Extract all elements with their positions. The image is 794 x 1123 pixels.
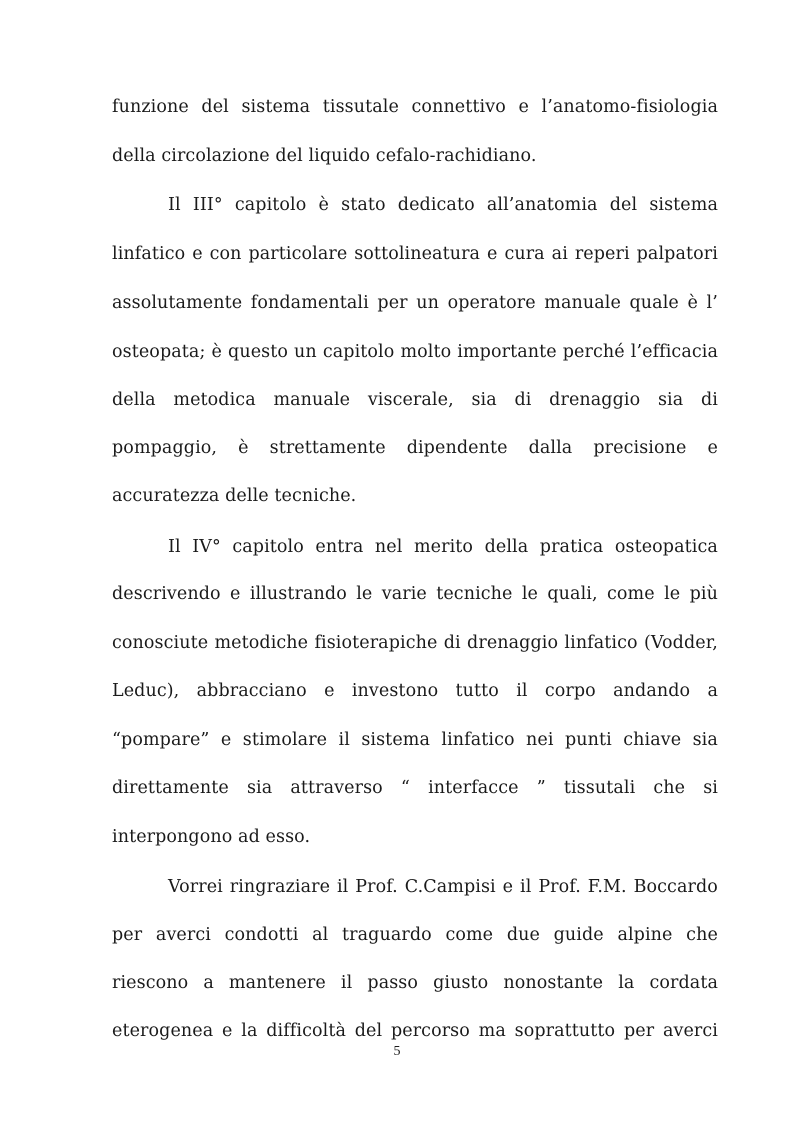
word: “ xyxy=(400,778,410,798)
text-line xyxy=(112,729,718,751)
word: reperi xyxy=(574,244,630,264)
word: traguardo xyxy=(342,925,432,945)
word: abbracciano xyxy=(196,681,307,701)
word: sia xyxy=(692,730,718,750)
word: perché xyxy=(562,342,625,362)
word: capitolo xyxy=(234,195,307,215)
word: operatore xyxy=(447,293,536,313)
word: varie xyxy=(381,584,427,604)
word: sia xyxy=(246,778,273,798)
word: averci xyxy=(155,925,211,945)
word: pompaggio, xyxy=(112,438,218,458)
text-line xyxy=(112,341,718,363)
word: capitolo xyxy=(232,537,304,557)
word: il xyxy=(336,877,349,897)
word: direttamente xyxy=(112,778,229,798)
word: cura xyxy=(504,244,545,264)
word: tutto xyxy=(455,681,499,701)
word: stato xyxy=(341,195,386,215)
word: questo xyxy=(228,342,288,362)
word: viscerale, xyxy=(367,390,454,410)
word: guide xyxy=(553,925,604,945)
word: quali, xyxy=(547,584,598,604)
word: e xyxy=(324,681,335,701)
word: l’anatomo-fisiologia xyxy=(541,97,718,117)
word: al xyxy=(312,925,329,945)
word: averci xyxy=(662,1021,718,1041)
word: del xyxy=(354,1021,383,1041)
word: sottolineatura xyxy=(354,244,481,264)
word: all’anatomia xyxy=(486,195,598,215)
text-line xyxy=(168,876,718,898)
word: cordata xyxy=(649,973,718,993)
word: conosciute xyxy=(112,633,209,653)
word: Prof. xyxy=(538,877,581,897)
word: entra xyxy=(315,537,364,557)
word: corpo xyxy=(544,681,596,701)
word: soprattutto xyxy=(514,1021,616,1041)
text-line xyxy=(112,389,718,411)
word: è xyxy=(211,342,222,362)
word: di xyxy=(443,633,461,653)
word: del xyxy=(201,97,229,117)
word: investono xyxy=(351,681,439,701)
word: il xyxy=(516,681,528,701)
word: di xyxy=(700,390,718,410)
text-line xyxy=(112,437,718,459)
word: il xyxy=(520,877,532,897)
word: e xyxy=(502,877,514,897)
word: precisione xyxy=(593,438,687,458)
word: a xyxy=(203,973,214,993)
word: ringraziare xyxy=(229,877,331,897)
word: difficoltà xyxy=(266,1021,346,1041)
word: fisioterapiche xyxy=(314,633,438,653)
word: funzione xyxy=(112,97,189,117)
word: è xyxy=(238,438,249,458)
word: con xyxy=(209,244,242,264)
word: come xyxy=(445,925,494,945)
text-line xyxy=(112,680,718,702)
word: molto xyxy=(400,342,452,362)
word: e xyxy=(487,244,498,264)
word: manuale xyxy=(273,390,351,410)
text-line xyxy=(112,924,718,946)
word: più xyxy=(689,584,718,604)
word: condotti xyxy=(224,925,299,945)
text-line: accuratezza delle tecniche. xyxy=(112,486,357,506)
word: è xyxy=(687,293,698,313)
word: dedicato xyxy=(397,195,475,215)
word: strettamente xyxy=(269,438,386,458)
word: giusto xyxy=(433,973,489,993)
word: nei xyxy=(526,730,554,750)
word: Leduc), xyxy=(112,681,180,701)
word: tissutali xyxy=(563,778,636,798)
text-line: interpongono ad esso. xyxy=(112,827,311,847)
word: per xyxy=(623,1021,655,1041)
word: linfatico xyxy=(441,730,515,750)
word: mantenere xyxy=(228,973,326,993)
word: dalla xyxy=(528,438,573,458)
word: fondamentali xyxy=(250,293,369,313)
word: il xyxy=(340,973,353,993)
word: un xyxy=(416,293,439,313)
word: C.Campisi xyxy=(404,877,496,897)
word: del xyxy=(609,195,638,215)
word: percorso xyxy=(390,1021,470,1041)
text-line xyxy=(112,1020,718,1042)
word: linfatico xyxy=(112,244,186,264)
word: un xyxy=(294,342,317,362)
word: l’efficacia xyxy=(630,342,718,362)
word: IV° xyxy=(192,537,221,557)
word: tissutale xyxy=(322,97,399,117)
text-line xyxy=(168,194,718,216)
word: alpine xyxy=(617,925,673,945)
word: connettivo xyxy=(411,97,506,117)
word: drenaggio xyxy=(467,633,559,653)
word: “pompare” xyxy=(112,730,210,750)
word: quale xyxy=(629,293,679,313)
text-line xyxy=(112,243,718,265)
word: le xyxy=(664,584,681,604)
word: della xyxy=(484,537,529,557)
word: nonostante xyxy=(503,973,604,993)
word: eterogenea xyxy=(112,1021,214,1041)
word: Il xyxy=(168,195,181,215)
word: Vorrei xyxy=(168,877,223,897)
word: dipendente xyxy=(406,438,508,458)
word: sia xyxy=(471,390,497,410)
word: per xyxy=(112,925,143,945)
word: manuale xyxy=(544,293,621,313)
word: sistema xyxy=(649,195,718,215)
word: che xyxy=(686,925,718,945)
word: merito xyxy=(413,537,474,557)
text-line xyxy=(112,972,718,994)
word: la xyxy=(241,1021,258,1041)
word: sistema xyxy=(361,730,431,750)
word: pratica xyxy=(539,537,604,557)
word: per xyxy=(377,293,408,313)
word: e xyxy=(518,97,529,117)
word: Boccardo xyxy=(633,877,718,897)
word: linfatico xyxy=(564,633,638,653)
text-line xyxy=(112,583,718,605)
word: le xyxy=(356,584,373,604)
text-line: della circolazione del liquido cefalo-rachidiano. xyxy=(112,146,537,166)
word: illustrando xyxy=(249,584,347,604)
word: sia xyxy=(657,390,684,410)
word: palpatori xyxy=(636,244,718,264)
word: tecniche xyxy=(436,584,513,604)
word: e xyxy=(192,244,203,264)
word: il xyxy=(338,730,350,750)
word: andando xyxy=(613,681,691,701)
word: nel xyxy=(374,537,403,557)
word: punti xyxy=(564,730,612,750)
word: ma xyxy=(478,1021,506,1041)
word: (Vodder, xyxy=(643,633,718,653)
text-line xyxy=(112,96,718,118)
word: metodiche xyxy=(214,633,309,653)
word: osteopata; xyxy=(112,342,206,362)
word: e xyxy=(222,1021,233,1041)
word: l’ xyxy=(706,293,718,313)
word: particolare xyxy=(248,244,348,264)
word: chiave xyxy=(623,730,682,750)
word: e xyxy=(707,438,718,458)
word: F.M. xyxy=(587,877,627,897)
word: due xyxy=(506,925,540,945)
word: ” xyxy=(536,778,546,798)
word: drenaggio xyxy=(549,390,641,410)
word: III° xyxy=(192,195,223,215)
text-line xyxy=(112,292,718,314)
word: stimolare xyxy=(242,730,328,750)
text-line xyxy=(112,632,718,654)
word: a xyxy=(707,681,718,701)
word: metodica xyxy=(173,390,256,410)
word: ai xyxy=(551,244,568,264)
word: Prof. xyxy=(355,877,398,897)
word: come xyxy=(607,584,655,604)
word: e xyxy=(230,584,241,604)
word: attraverso xyxy=(290,778,383,798)
word: riescono xyxy=(112,973,189,993)
text-line xyxy=(112,777,718,799)
word: e xyxy=(220,730,232,750)
word: interfacce xyxy=(428,778,519,798)
word: le xyxy=(521,584,539,604)
word: si xyxy=(703,778,718,798)
word: di xyxy=(514,390,532,410)
word: osteopatica xyxy=(614,537,718,557)
word: Il xyxy=(168,537,181,557)
word: assolutamente xyxy=(112,293,243,313)
word: capitolo xyxy=(322,342,395,362)
word: che xyxy=(653,778,686,798)
word: della xyxy=(112,390,156,410)
word: è xyxy=(318,195,329,215)
page-number: 5 xyxy=(393,1044,401,1059)
word: importante xyxy=(457,342,557,362)
word: la xyxy=(618,973,635,993)
text-line xyxy=(168,536,718,558)
word: sistema xyxy=(241,97,311,117)
word: passo xyxy=(367,973,419,993)
word: descrivendo xyxy=(112,584,221,604)
